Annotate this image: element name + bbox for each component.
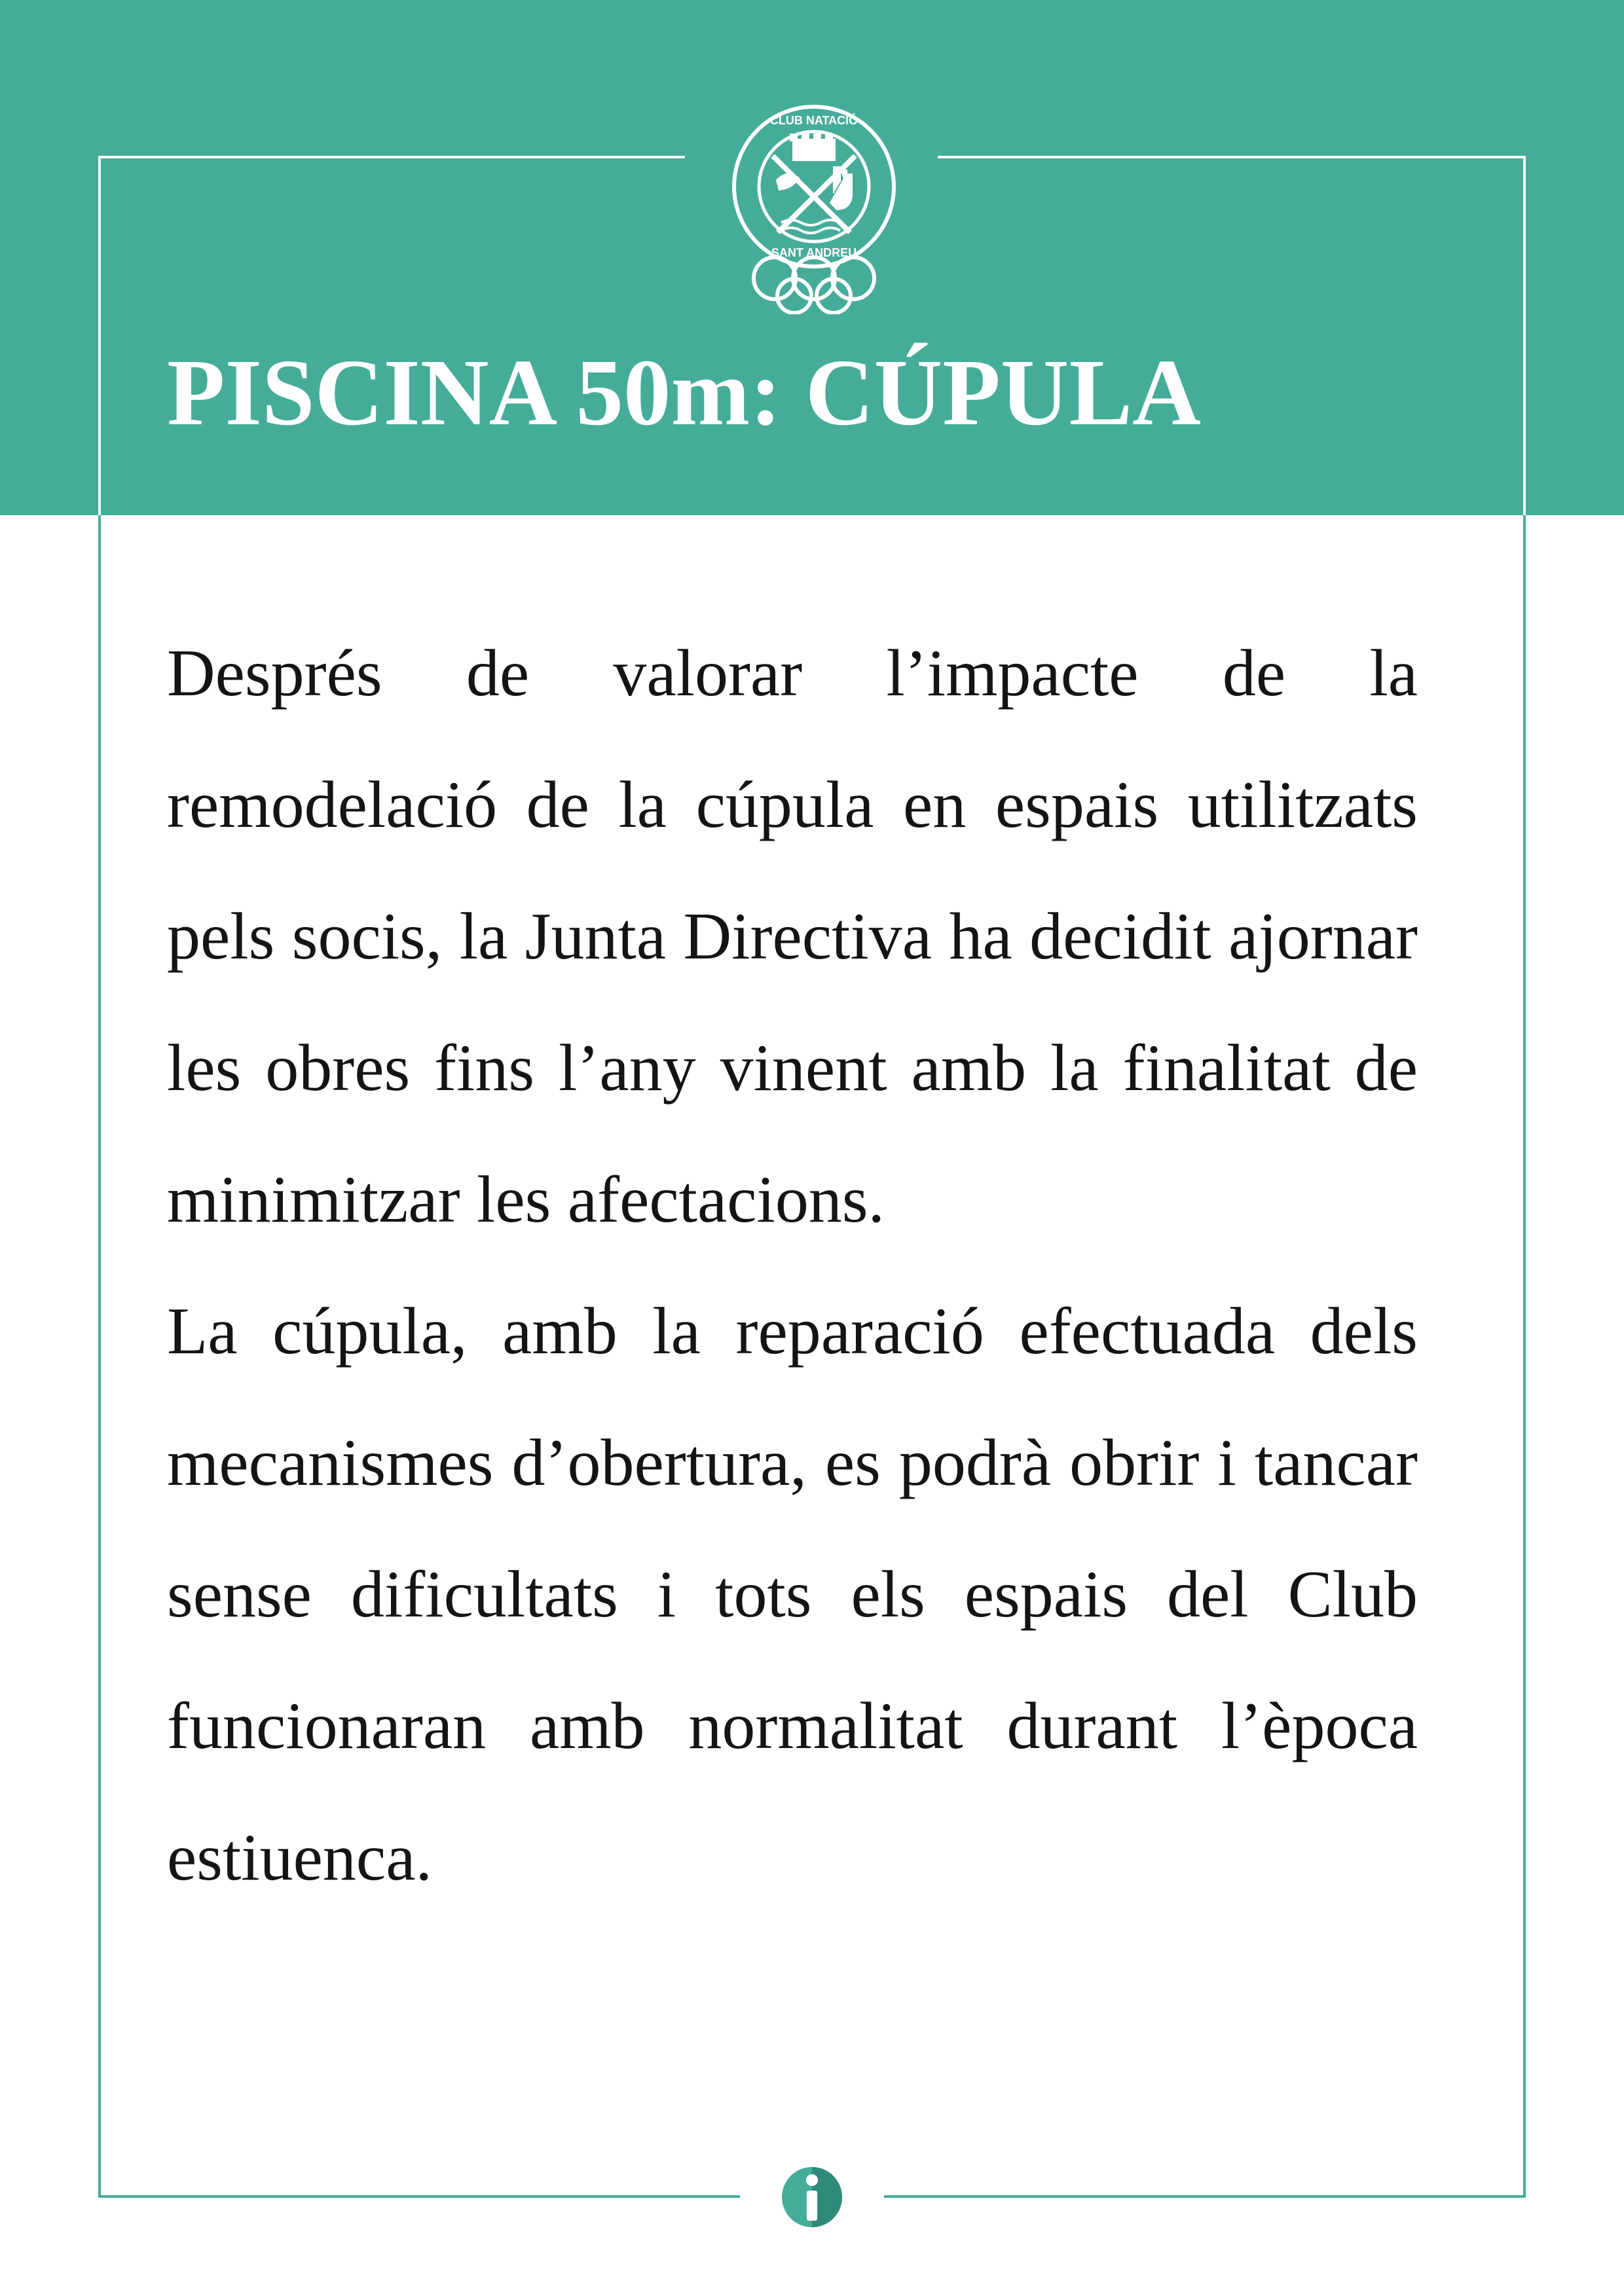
- notice-body: [167, 608, 1418, 1923]
- frame-bottom-left: [98, 2195, 740, 2198]
- frame-top-left: [98, 156, 685, 158]
- logo-ring-text-top: CLUB NATACIÓ: [769, 114, 858, 127]
- frame-bottom-right: [884, 2195, 1526, 2198]
- frame-left-upper: [98, 156, 101, 515]
- frame-right-lower: [1523, 515, 1526, 2198]
- logo-ring-text-bottom: SANT ANDREU: [771, 246, 857, 259]
- paragraph-dome-repair: La cúpula, amb la reparació efectuada dels mecanismes d’obertura, es podrà obrir i tancar sense dificultats i tots els espais del Club funcionaran amb normalitat durant l’època estiuenca.: [167, 1294, 1418, 1895]
- frame-right-upper: [1523, 156, 1526, 515]
- info-icon: [781, 2160, 843, 2229]
- club-logo-icon: [719, 105, 909, 314]
- page-title: PISCINA 50m: CÚPULA: [167, 340, 1201, 445]
- frame-top-right: [938, 156, 1526, 158]
- paragraph-postponement: Després de valorar l’impacte de la remodelació de la cúpula en espais utilitzats pels socis, la Junta Directiva ha decidit ajornar les obres fins l’any vinent amb la finalitat de minimitzar les afectacions.: [167, 636, 1418, 1237]
- frame-left-lower: [98, 515, 101, 2198]
